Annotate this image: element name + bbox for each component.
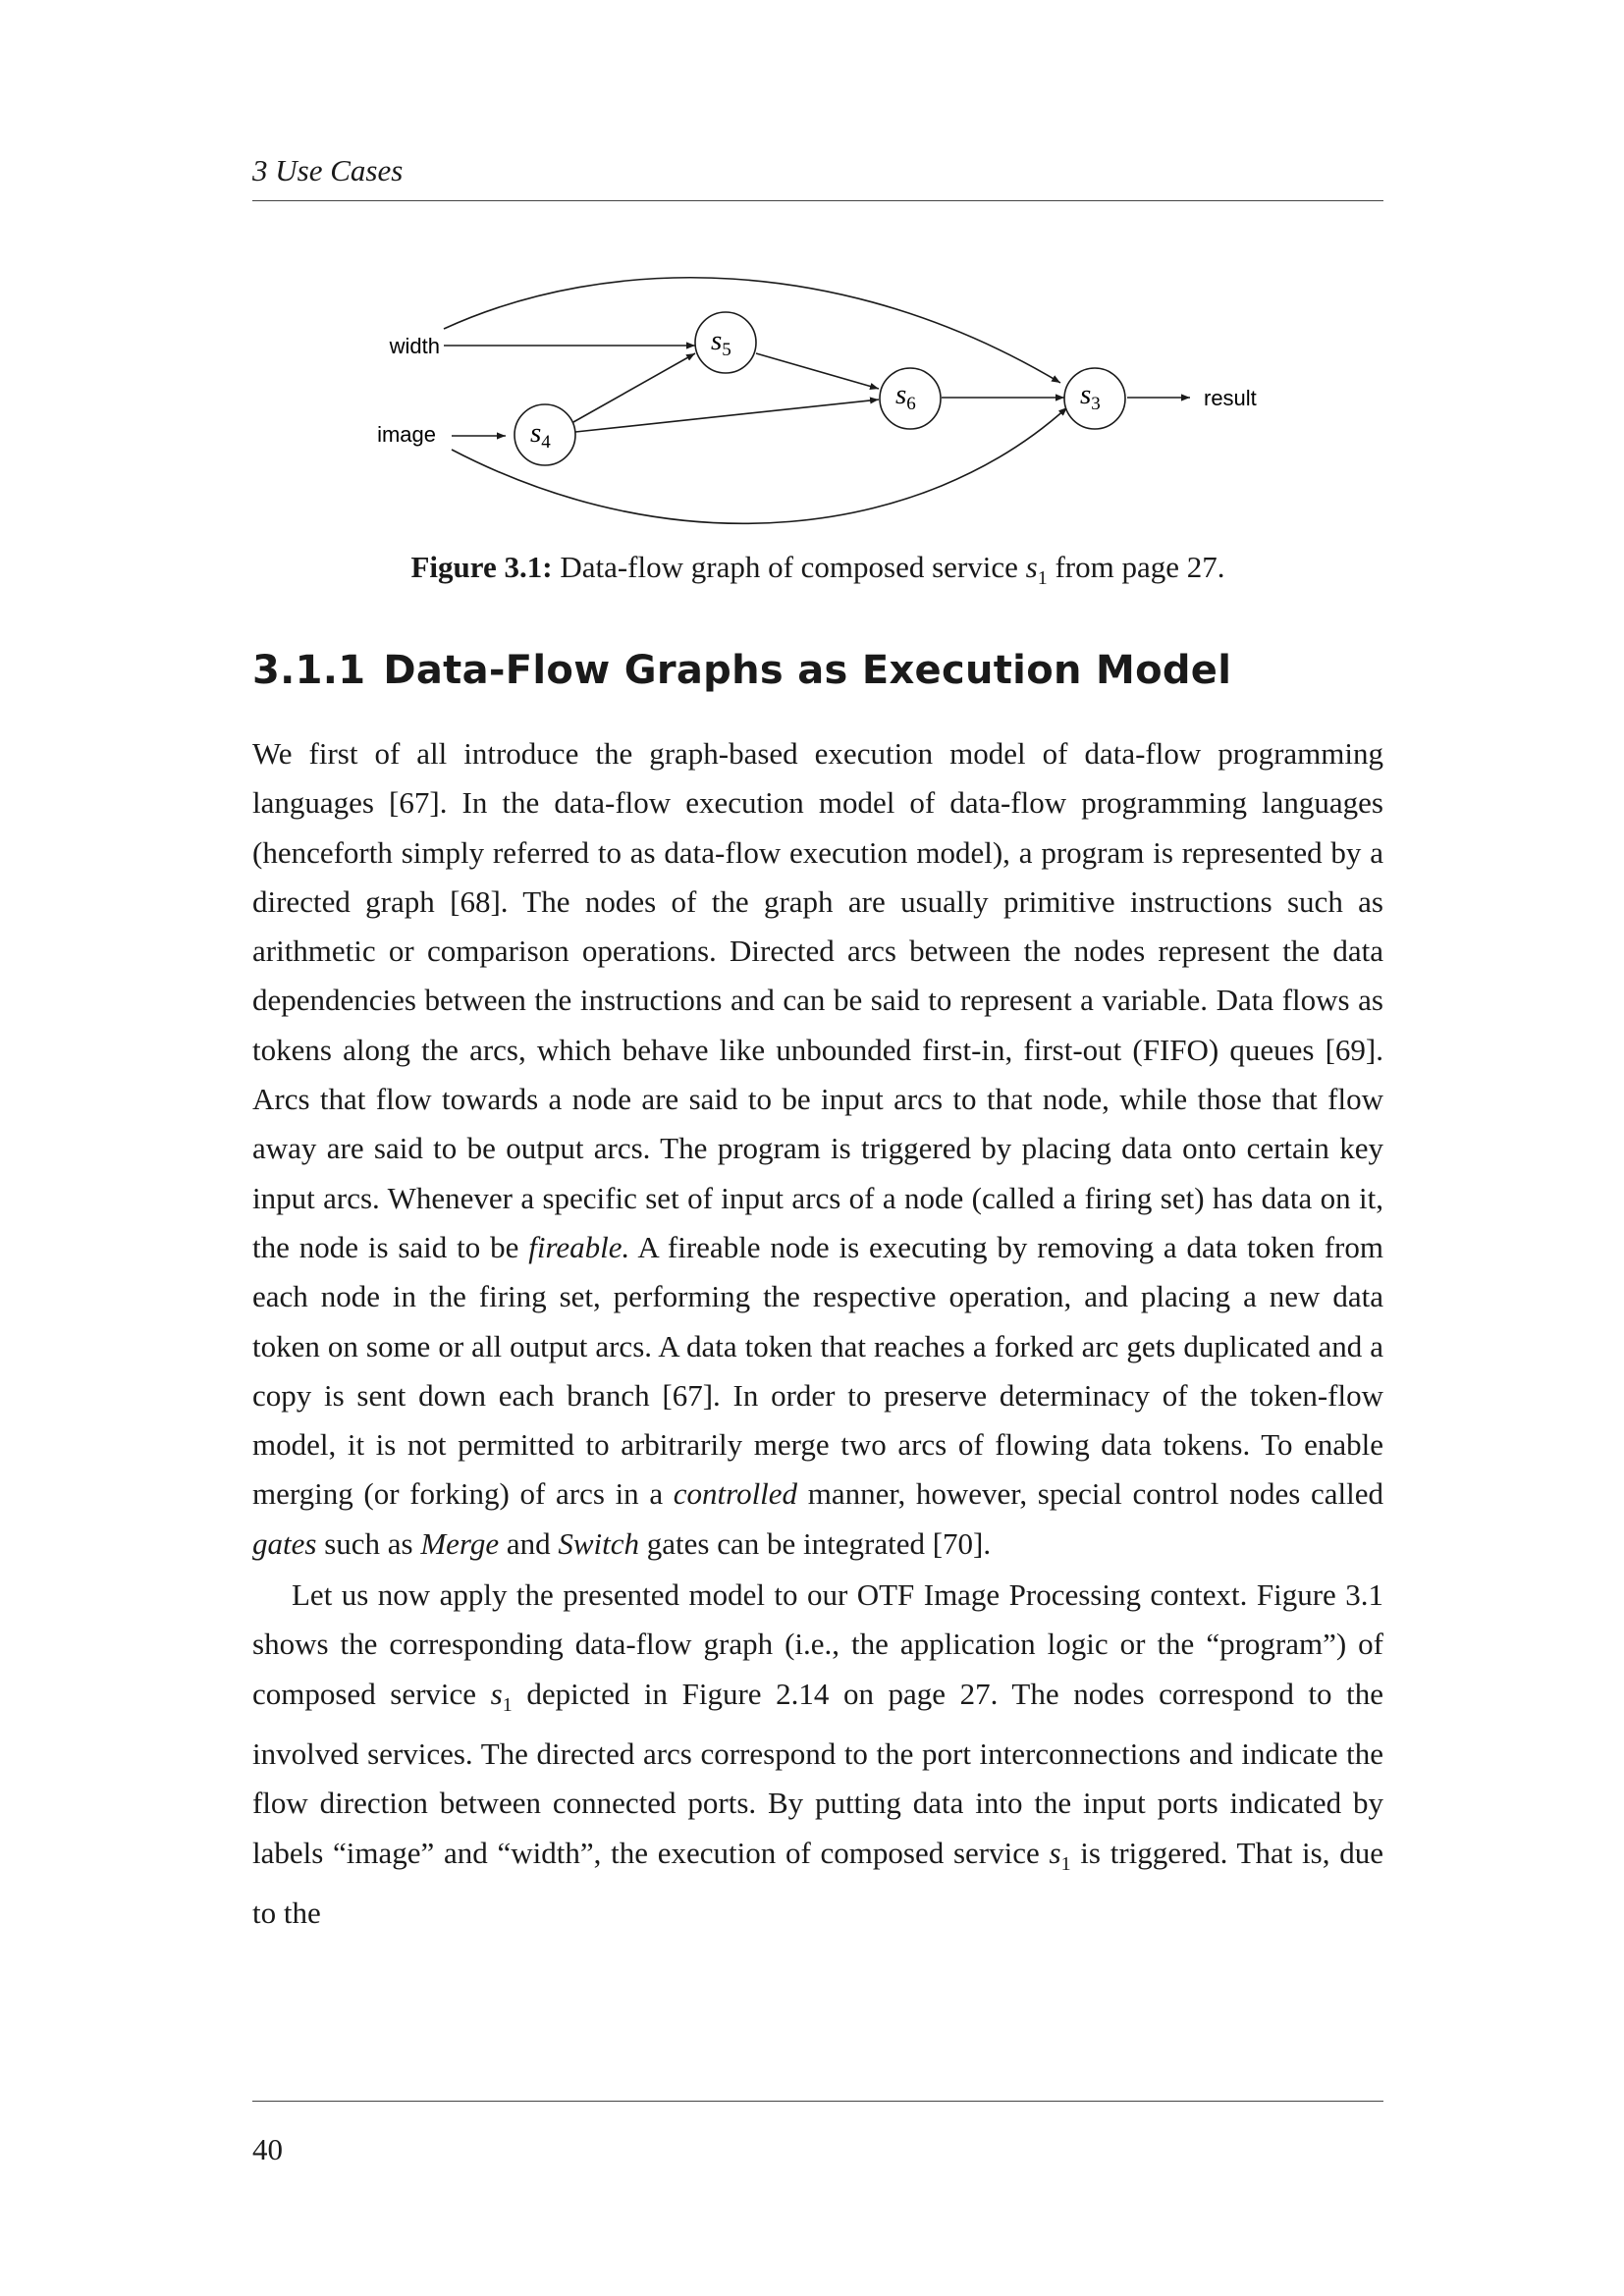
section-title: Data-Flow Graphs as Execution Model	[383, 648, 1232, 693]
figure-caption	[252, 550, 1383, 590]
body-text	[252, 729, 1383, 1939]
node-label-s6: $s_6$	[895, 379, 916, 414]
port-label-image: image	[377, 422, 436, 447]
edge-s4-s6	[575, 400, 879, 432]
header-rule	[252, 200, 1383, 201]
figure-caption-label: Figure 3.1:	[410, 550, 553, 584]
page-number: 40	[252, 2132, 283, 2166]
node-label-s4: $s_4$	[530, 417, 551, 453]
paragraph-2: Let us now apply the presented model to our OTF Image Processing context. Figure 3.1 shows the corresponding data-flow graph (i.e., the application logic or the “program”) of composed service $s_1$ depicted in Figure 2.14 on page 27. The nodes correspond to the involved services. The directed arcs correspond to the port interconnections and indicate the flow direction between connected ports. By putting data into the input ports indicated by labels “image” and “width”, the execution of composed service $s_1$ is triggered. That is, due to the	[252, 1577, 1383, 1931]
figure-caption-text: Data-flow graph of composed service	[552, 550, 1026, 584]
node-label-s5: $s_5$	[711, 325, 731, 360]
data-flow-graph	[353, 263, 1296, 528]
port-label-result: result	[1204, 386, 1257, 410]
edge-s4-s5	[573, 353, 695, 422]
data-flow-graph-figure	[353, 263, 1296, 528]
paragraph-1: We first of all introduce the graph-based execution model of data-flow programming languages [67]. In the data-flow execution model of data-flow programming languages (henceforth simply referred to as data-flow execution model), a program is represented by a directed graph [68]. The nodes of the graph are usually primitive instructions such as arithmetic or comparison operations. Directed arcs between the nodes represent the data dependencies between the instructions and can be said to represent a variable. Data flows as tokens along the arcs, which behave like unbounded first-in, first-out (FIFO) queues [69]. Arcs that flow towards a node are said to be input arcs to that node, while those that flow away are said to be output arcs. The program is triggered by placing data onto certain key input arcs. Whenever a specific set of input arcs of a node (called a firing set) has data on it, the node is said to be fireable. A fireable node is executing by removing a data token from each node in the firing set, performing the respective operation, and placing a new data token on some or all output arcs. A data token that reaches a forked arc gets duplicated and a copy is sent down each branch [67]. In order to preserve determinacy of the token-flow model, it is not permitted to arbitrarily merge two arcs of flowing data tokens. To enable merging (or forking) of arcs in a controlled manner, however, special control nodes called gates such as Merge and Switch gates can be integrated [70].	[252, 736, 1383, 1561]
figure-caption-text-end: from page 27.	[1047, 550, 1225, 584]
section-number: 3.1.1	[252, 648, 366, 693]
section-heading	[252, 648, 1231, 693]
running-header: 3 Use Cases	[252, 153, 404, 187]
edge-s5-s6	[756, 353, 879, 389]
node-label-s3: $s_3$	[1080, 379, 1101, 414]
footer-rule	[252, 2101, 1383, 2102]
port-label-width: width	[389, 334, 440, 358]
caption-variable: $s_1$	[1025, 550, 1048, 590]
